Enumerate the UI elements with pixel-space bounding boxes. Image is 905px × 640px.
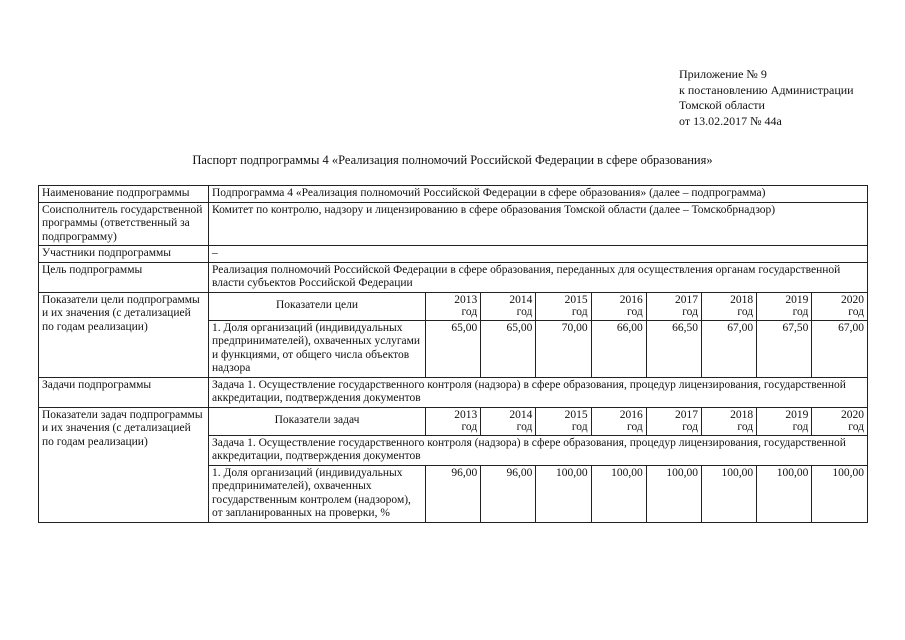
indicator-name: 1. Доля организаций (индивидуальных предпринимателей), охваченных государственным контролем (надзором), от запланированных на проверки, % xyxy=(209,465,426,522)
year-unit: год xyxy=(682,421,698,433)
row-value: Задача 1. Осуществление государственного контроля (надзора) в сфере образования, процедур лицензирования, государственной аккредитации, подтверждения документов xyxy=(209,377,868,407)
table-row xyxy=(39,377,868,407)
year-header xyxy=(481,408,536,436)
year-unit: год xyxy=(792,421,809,433)
year-number: 2017 xyxy=(674,293,698,306)
indicator-name: 1. Доля организаций (индивидуальных предпринимателей), охваченных услугами и функциями, от общего числа объектов надзора xyxy=(209,320,426,377)
indicator-value: 65,00 xyxy=(426,320,481,377)
task-text: Задача 1. Осуществление государственного контроля (надзора) в сфере образования, процедур лицензирования, государственной аккредитации, подтверждения документов xyxy=(209,435,867,465)
year-unit: год xyxy=(737,306,754,318)
task-indicators-table xyxy=(209,408,867,522)
year-number: 2014 xyxy=(509,293,533,306)
indicator-value: 100,00 xyxy=(591,465,646,522)
indicator-value: 67,00 xyxy=(701,320,756,377)
year-number: 2013 xyxy=(454,293,478,306)
row-label: Показатели цели подпрограммы и их значения (с детализацией по годам реализации) xyxy=(39,292,209,377)
table-row xyxy=(39,186,868,203)
year-header xyxy=(591,408,646,436)
indicator-value: 67,00 xyxy=(812,320,867,377)
row-value: Комитет по контролю, надзору и лицензированию в сфере образования Томской области (далее – Томскобрнадзор) xyxy=(209,202,868,246)
row-value: Реализация полномочий Российской Федерации в сфере образования, переданных для осуществления органам государственной власти субъектов Российской Федерации xyxy=(209,262,868,292)
indicator-value: 66,00 xyxy=(591,320,646,377)
year-unit: год xyxy=(571,306,588,318)
row-label: Участники подпрограммы xyxy=(39,246,209,263)
year-unit: год xyxy=(737,421,754,433)
year-unit: год xyxy=(848,421,864,433)
table-row xyxy=(39,246,868,263)
year-number: 2020 xyxy=(841,408,864,421)
year-unit: год xyxy=(627,306,643,318)
indicator-value: 70,00 xyxy=(536,320,591,377)
year-header xyxy=(536,408,591,436)
indicator-header: Показатели задач xyxy=(209,408,426,436)
year-number: 2015 xyxy=(564,293,588,306)
year-number: 2013 xyxy=(454,408,478,421)
year-header xyxy=(757,408,812,436)
year-unit: год xyxy=(461,421,478,433)
years-header-row xyxy=(209,408,867,436)
indicator-value: 66,50 xyxy=(646,320,701,377)
appendix-block xyxy=(679,67,854,129)
year-unit: год xyxy=(792,306,809,318)
indicator-value: 100,00 xyxy=(812,465,867,522)
goal-indicators-table xyxy=(209,293,867,377)
year-header xyxy=(812,408,867,436)
year-header xyxy=(426,408,481,436)
year-number: 2016 xyxy=(619,408,643,421)
row-label: Показатели задач подпрограммы и их значения (с детализацией по годам реализации) xyxy=(39,407,209,522)
indicator-value: 96,00 xyxy=(426,465,481,522)
year-number: 2014 xyxy=(509,408,533,421)
year-unit: год xyxy=(627,421,643,433)
appendix-line: к постановлению Администрации xyxy=(679,82,854,97)
year-number: 2019 xyxy=(785,408,809,421)
year-header xyxy=(426,293,481,321)
year-unit: год xyxy=(461,306,478,318)
passport-table xyxy=(38,185,868,523)
year-number: 2020 xyxy=(841,293,864,306)
indicator-header: Показатели цели xyxy=(209,293,426,321)
indicator-value: 65,00 xyxy=(481,320,536,377)
year-header xyxy=(481,293,536,321)
year-unit: год xyxy=(516,306,533,318)
year-header xyxy=(536,293,591,321)
years-header-row xyxy=(209,293,867,321)
table-row xyxy=(39,407,868,522)
indicator-value: 100,00 xyxy=(701,465,756,522)
row-value: – xyxy=(209,246,868,263)
year-header xyxy=(646,408,701,436)
task-row xyxy=(209,435,867,465)
table-row xyxy=(39,262,868,292)
year-number: 2018 xyxy=(730,293,754,306)
row-label: Соисполнитель государственной программы (ответственный за подпрограмму) xyxy=(39,202,209,246)
indicator-value: 96,00 xyxy=(481,465,536,522)
appendix-line: от 13.02.2017 № 44а xyxy=(679,113,782,128)
goal-indicators-cell xyxy=(209,292,868,377)
year-header xyxy=(646,293,701,321)
year-number: 2018 xyxy=(730,408,754,421)
indicator-value: 67,50 xyxy=(757,320,812,377)
year-header xyxy=(812,293,867,321)
indicator-value: 100,00 xyxy=(757,465,812,522)
row-value: Подпрограмма 4 «Реализация полномочий Российской Федерации в сфере образования» (далее – подпрограмма) xyxy=(209,186,868,203)
year-header xyxy=(591,293,646,321)
indicator-row xyxy=(209,320,867,377)
year-number: 2017 xyxy=(674,408,698,421)
year-header xyxy=(701,293,756,321)
task-indicators-cell xyxy=(209,407,868,522)
appendix-line: Томской области xyxy=(679,98,765,112)
year-header xyxy=(757,293,812,321)
year-number: 2015 xyxy=(564,408,588,421)
document-title: Паспорт подпрограммы 4 «Реализация полномочий Российской Федерации в сфере образования» xyxy=(192,153,713,167)
indicator-value: 100,00 xyxy=(536,465,591,522)
year-header xyxy=(701,408,756,436)
table-row xyxy=(39,202,868,246)
row-label: Задачи подпрограммы xyxy=(39,377,209,407)
year-unit: год xyxy=(571,421,588,433)
year-unit: год xyxy=(848,306,864,318)
appendix-line: Приложение № 9 xyxy=(679,67,767,81)
year-unit: год xyxy=(682,306,698,318)
year-number: 2019 xyxy=(785,293,809,306)
year-number: 2016 xyxy=(619,293,643,306)
table-row xyxy=(39,292,868,377)
row-label: Наименование подпрограммы xyxy=(39,186,209,203)
row-label: Цель подпрограммы xyxy=(39,262,209,292)
indicator-value: 100,00 xyxy=(646,465,701,522)
indicator-row xyxy=(209,465,867,522)
year-unit: год xyxy=(516,421,533,433)
